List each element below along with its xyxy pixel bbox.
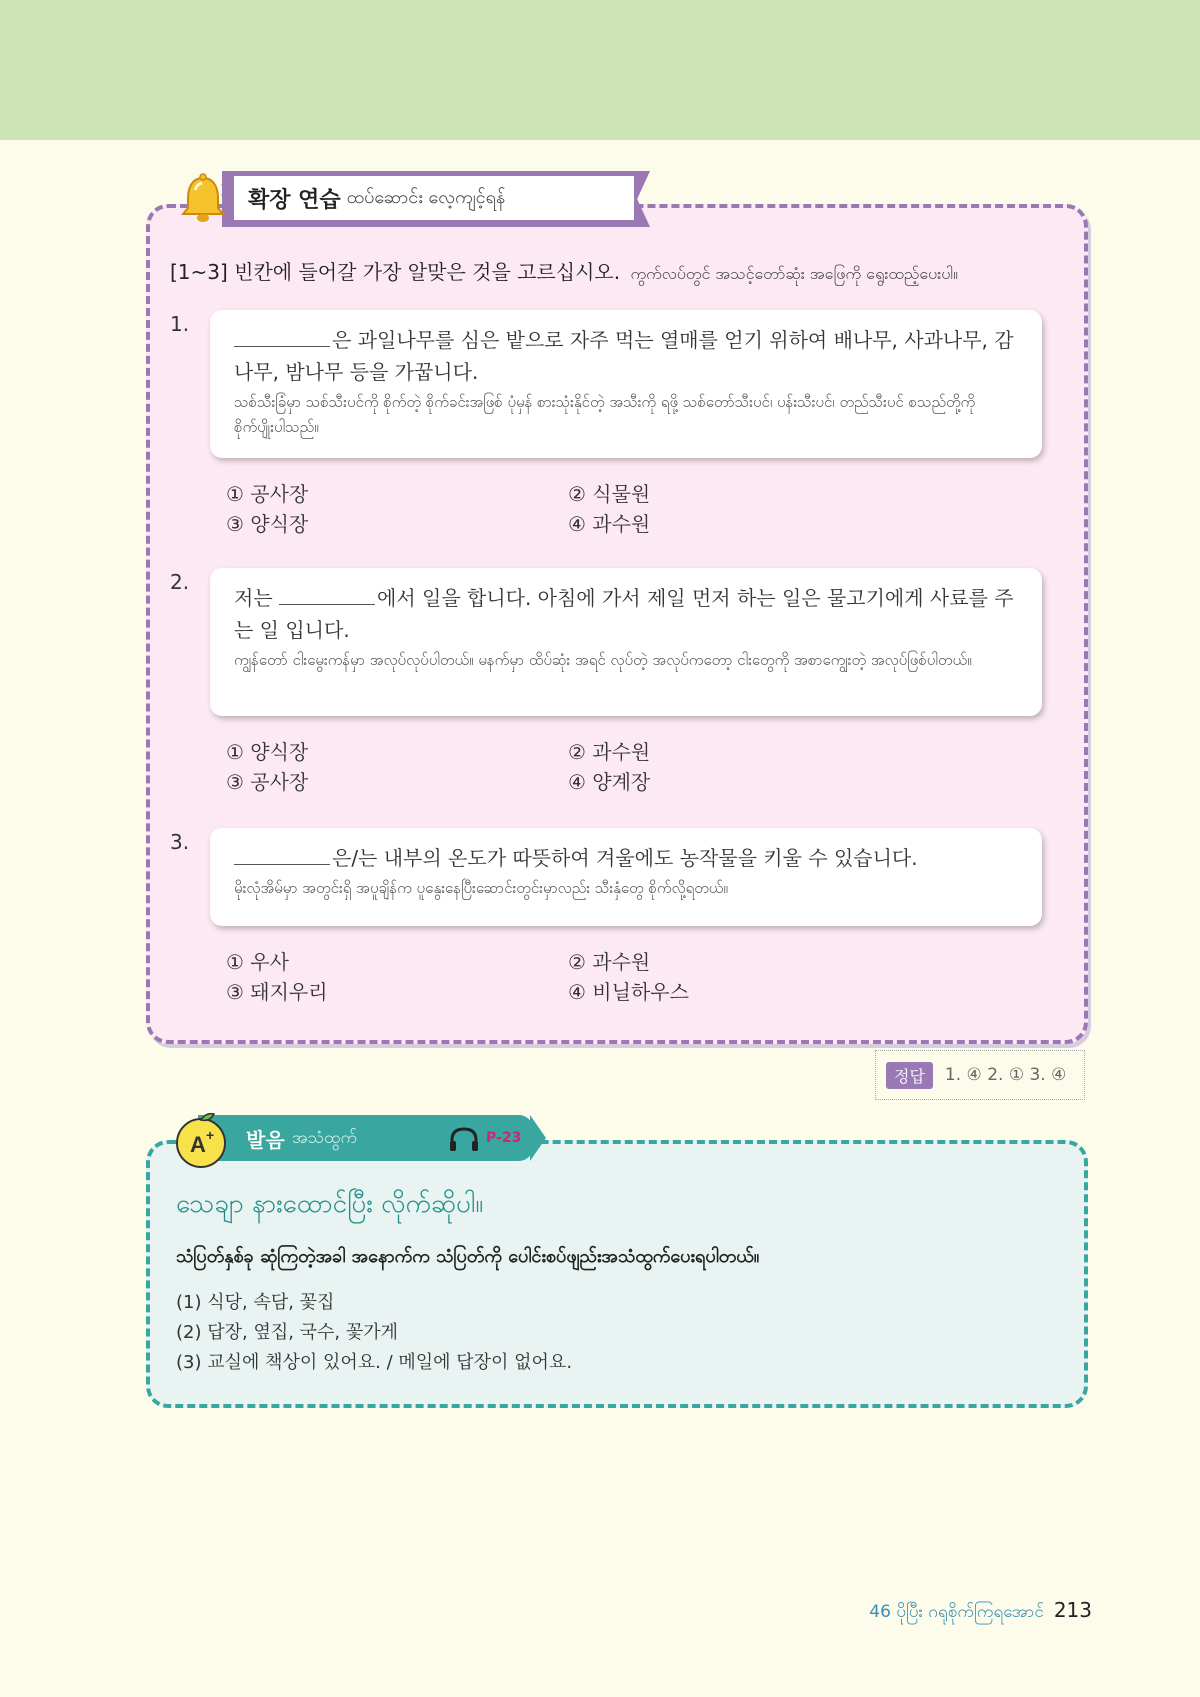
answer-blank (234, 326, 330, 347)
pronunciation-item: (1) 식당, 속담, 꽃집 (176, 1292, 335, 1313)
question-number: 3. (170, 830, 190, 854)
option[interactable]: ① 우사 (226, 950, 289, 974)
practice-instruction (170, 256, 958, 287)
answer-blank (234, 844, 330, 865)
option[interactable]: ② 식물원 (568, 482, 651, 506)
option[interactable]: ① 공사장 (226, 482, 309, 506)
top-color-band (0, 0, 1200, 140)
question-text-myanmar: သစ်သီးခြံမှာ သစ်သီးပင်ကို စိုက်တဲ့ စိုက်ခင်းအဖြစ် ပုံမှန် စားသုံးနိုင်တဲ့ အသီးကို ရဖို့ သစ်တော်သီးပင်၊ ပန်းသီးပင်၊ တည်သီးပင် စသည်တို့ကို စိုက်ပျိုးပါသည်။ (234, 393, 976, 436)
bell-icon (178, 172, 228, 226)
page-footer (869, 1598, 1092, 1626)
instruction-myanmar: ကွက်လပ်တွင် အသင့်တော်ဆုံး အဖြေကို ရွေးထည့်ပေးပါ။ (630, 264, 958, 283)
question-card (210, 310, 1042, 458)
answer-key (875, 1050, 1085, 1100)
svg-text:A: A (190, 1132, 206, 1157)
audio-track-label[interactable]: P-23 (486, 1130, 522, 1146)
option[interactable]: ③ 양식장 (226, 512, 309, 536)
footer-lesson-title: 46 ပိုပြီး ဂရုစိုက်ကြရအောင် (869, 1602, 1044, 1622)
question-number: 2. (170, 570, 190, 594)
question-card (210, 568, 1042, 716)
option[interactable]: ② 과수원 (568, 950, 651, 974)
pronunciation-item: (2) 답장, 옆집, 국수, 꽃가게 (176, 1322, 399, 1343)
option[interactable]: ① 양식장 (226, 740, 309, 764)
option[interactable]: ④ 과수원 (568, 512, 651, 536)
answer-blank (279, 584, 375, 605)
pronunciation-banner-tail (530, 1115, 546, 1161)
question-number: 1. (170, 312, 190, 336)
option[interactable]: ③ 돼지우리 (226, 980, 328, 1004)
pronunciation-title: 발음 (246, 1128, 285, 1152)
question-text-korean: 은 과일나무를 심은 밭으로 자주 먹는 열매를 얻기 위하여 배나무, 사과나무, 감나무, 밤나무 등을 가꿉니다. (234, 328, 1014, 384)
pronunciation-heading: သေချာ နားထောင်ပြီး လိုက်ဆိုပါ။ (176, 1189, 484, 1219)
question-text-myanmar: မိုးလုံအိမ်မှာ အတွင်းရှိ အပူချိန်က ပူနွေးနေပြီးဆောင်းတွင်းမှာလည်း သီးနှံတွေ စိုက်လို့ရတယ်။ (234, 879, 728, 897)
page-number: 213 (1053, 1598, 1092, 1622)
svg-text:+: + (206, 1127, 215, 1143)
apple-a-plus-icon (170, 1108, 232, 1170)
option[interactable]: ③ 공사장 (226, 770, 309, 794)
option[interactable]: ② 과수원 (568, 740, 651, 764)
instruction-korean: [1~3] 빈칸에 들어갈 가장 알맞은 것을 고르십시오. (170, 260, 621, 284)
option[interactable]: ④ 양계장 (568, 770, 651, 794)
practice-title-myanmar: ထပ်ဆောင်း လေ့ကျင့်ရန် (346, 186, 506, 208)
practice-banner-label (234, 176, 634, 220)
question-text-korean: 저는 에서 일을 합니다. 아침에 가서 제일 먼저 하는 일은 물고기에게 사료를 주는 일 입니다. (234, 586, 1014, 642)
question-text-korean: 은/는 내부의 온도가 따뜻하여 겨울에도 농작물을 키울 수 있습니다. (234, 842, 1018, 874)
option[interactable]: ④ 비닐하우스 (568, 980, 689, 1004)
practice-title: 확장 연습 (248, 187, 341, 213)
question-text-myanmar: ကျွန်တော် ငါးမွေးကန်မှာ အလုပ်လုပ်ပါတယ်။ မနက်မှာ ထိပ်ဆုံး အရင် လုပ်တဲ့ အလုပ်ကတော့ ငါးတွေကို အစာကျွေးတဲ့ အလုပ်ဖြစ်ပါတယ်။ (234, 651, 972, 669)
pronunciation-item: (3) 교실에 책상이 있어요. / 메일에 답장이 없어요. (176, 1352, 573, 1373)
answer-key-label: 정답 (886, 1062, 933, 1089)
answer-key-text: 1. ④ 2. ① 3. ④ (944, 1065, 1067, 1085)
pronunciation-title-myanmar: အသံထွက် (292, 1128, 358, 1148)
pronunciation-description: သံပြတ်နှစ်ခု ဆုံကြတဲ့အခါ အနောက်က သံပြတ်ကို ပေါင်းစပ်ဖျည်းအသံထွက်ပေးရပါတယ်။ (176, 1246, 760, 1267)
question-card (210, 828, 1042, 926)
headphone-icon[interactable] (448, 1126, 480, 1152)
